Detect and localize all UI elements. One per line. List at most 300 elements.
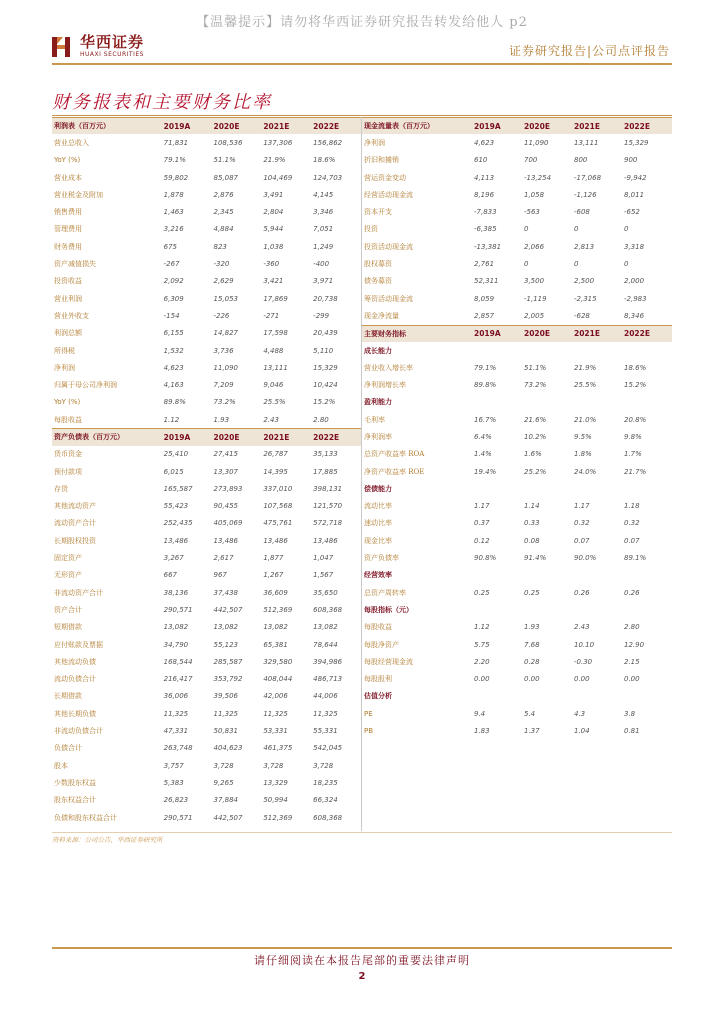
- value-cell: 13,082: [213, 623, 238, 632]
- value-cell: 4,163: [163, 381, 184, 390]
- value-cell: 0.32: [574, 519, 590, 528]
- row-label: 速动比率: [364, 519, 392, 528]
- value-cell: 3,728: [263, 761, 284, 770]
- value-cell: 13,329: [263, 778, 288, 787]
- value-cell: 104,469: [263, 173, 293, 182]
- row-label: 总资产收益率 ROA: [364, 450, 425, 459]
- value-cell: 39,506: [213, 692, 238, 701]
- value-cell: 675: [163, 242, 178, 251]
- value-cell: 26,823: [163, 796, 189, 805]
- row-label: 营业成本: [54, 173, 82, 182]
- value-cell: 37,438: [213, 588, 238, 597]
- value-cell: 20,439: [313, 329, 338, 338]
- value-cell: 10.2%: [524, 432, 547, 441]
- table-row: [362, 515, 672, 532]
- row-label: 资产负债表（百万元）: [54, 432, 124, 442]
- value-cell: 71,831: [163, 138, 189, 147]
- row-label: 成长能力: [364, 345, 392, 355]
- value-cell: 0: [624, 225, 629, 234]
- value-cell: 19.4%: [474, 467, 497, 476]
- year-header-cell: 2021E: [574, 329, 600, 339]
- value-cell: 8,196: [474, 190, 495, 199]
- page-number: 2: [358, 971, 366, 982]
- row-label: 每股收益: [54, 415, 82, 424]
- value-cell: 216,417: [163, 675, 193, 684]
- row-label: 长期股权投资: [54, 536, 96, 545]
- value-cell: 408,044: [263, 675, 293, 684]
- value-cell: 18,235: [313, 778, 338, 787]
- value-cell: 121,570: [313, 502, 343, 511]
- value-cell: 25.5%: [263, 398, 286, 407]
- top-notice: 【温馨提示】请勿将华西证券研究报告转发给他人 p2: [196, 15, 528, 30]
- row-label: 财务费用: [54, 242, 82, 251]
- value-cell: -320: [213, 260, 230, 269]
- table-row: [362, 376, 672, 393]
- value-cell: 17,869: [263, 294, 288, 303]
- table-row: [362, 446, 672, 463]
- value-cell: 0.07: [574, 536, 590, 545]
- value-cell: 3,500: [524, 277, 545, 286]
- value-cell: 3,757: [163, 761, 184, 770]
- value-cell: 13,486: [213, 536, 238, 545]
- table-row: [52, 221, 361, 238]
- value-cell: 273,893: [213, 484, 243, 493]
- table-row: [362, 428, 672, 445]
- table-section-row: [362, 394, 672, 411]
- value-cell: 59,802: [163, 173, 189, 182]
- year-header-cell: 2022E: [313, 121, 340, 131]
- row-label: 资产负债率: [364, 554, 399, 563]
- value-cell: 11,090: [524, 138, 549, 147]
- table-row: [52, 636, 361, 653]
- value-cell: 0: [524, 260, 529, 269]
- value-cell: 37,884: [213, 796, 238, 805]
- value-cell: 3,216: [163, 225, 184, 234]
- value-cell: 50,831: [213, 727, 238, 736]
- table-row: [362, 152, 672, 169]
- table-row: [52, 792, 361, 809]
- value-cell: 9,265: [213, 778, 234, 787]
- left-table: [52, 117, 362, 831]
- row-label: 货币资金: [54, 450, 82, 459]
- year-header-cell: 2022E: [624, 121, 650, 131]
- value-cell: -271: [263, 311, 280, 320]
- row-label: 负债合计: [54, 744, 82, 753]
- value-cell: 1.12: [163, 415, 180, 424]
- value-cell: 78,644: [313, 640, 338, 649]
- value-cell: 13,307: [213, 467, 238, 476]
- value-cell: 2,005: [524, 311, 545, 320]
- row-label: 营业利润: [54, 294, 82, 303]
- table-row: [52, 169, 361, 186]
- table-row: [52, 446, 361, 463]
- footer-disclaimer: 请仔细阅读在本报告尾部的重要法律声明: [254, 954, 470, 967]
- value-cell: 461,375: [263, 744, 293, 753]
- row-label: 资产合计: [54, 605, 82, 614]
- value-cell: -1,126: [574, 190, 597, 199]
- value-cell: 1.17: [474, 502, 490, 511]
- value-cell: 442,507: [213, 605, 243, 614]
- value-cell: 3,728: [313, 761, 334, 770]
- value-cell: 2,761: [474, 260, 495, 269]
- value-cell: 3,318: [624, 242, 645, 251]
- table-row: [52, 549, 361, 566]
- value-cell: 4,488: [263, 346, 284, 355]
- table-section-row: [362, 567, 672, 584]
- table-header-row: [362, 117, 672, 134]
- row-label: 销售费用: [54, 208, 82, 217]
- value-cell: 89.1%: [624, 554, 647, 563]
- value-cell: 15.2%: [313, 398, 336, 407]
- table-row: [52, 705, 361, 722]
- row-label: 净利润: [364, 138, 385, 147]
- value-cell: 15,329: [313, 363, 338, 372]
- table-row: [362, 705, 672, 722]
- value-cell: 24.0%: [574, 467, 597, 476]
- value-cell: 51.1%: [524, 363, 547, 372]
- value-cell: 290,571: [163, 813, 193, 822]
- table-row: [52, 740, 361, 757]
- value-cell: 2,092: [163, 277, 184, 286]
- value-cell: 8,011: [624, 190, 645, 199]
- table-section-row: [362, 688, 672, 705]
- value-cell: 329,580: [263, 657, 293, 666]
- value-cell: 53,331: [263, 727, 288, 736]
- value-cell: 21.0%: [574, 415, 597, 424]
- table-row: [52, 394, 361, 411]
- table-header-row: [52, 117, 361, 134]
- value-cell: 394,986: [313, 657, 343, 666]
- table-row: [52, 238, 361, 255]
- value-cell: 9.5%: [574, 432, 592, 441]
- table-row: [362, 221, 672, 238]
- financial-tables: [52, 117, 672, 831]
- row-label: 营业外收支: [54, 311, 89, 320]
- value-cell: 11,325: [163, 709, 189, 718]
- row-label: 净利润增长率: [364, 381, 406, 390]
- value-cell: 5.75: [474, 640, 490, 649]
- row-label: 股权募资: [364, 260, 392, 269]
- source-divider: [52, 832, 672, 833]
- value-cell: 25,410: [163, 450, 189, 459]
- table-row: [362, 619, 672, 636]
- table-row: [362, 532, 672, 549]
- value-cell: 0.26: [624, 588, 640, 597]
- value-cell: 90.0%: [574, 554, 597, 563]
- value-cell: 165,587: [163, 484, 193, 493]
- value-cell: 4,113: [474, 173, 495, 182]
- table-row: [362, 549, 672, 566]
- value-cell: 6,309: [163, 294, 184, 303]
- table-row: [52, 619, 361, 636]
- value-cell: 1,878: [163, 190, 184, 199]
- value-cell: -17,068: [574, 173, 602, 182]
- value-cell: 13,082: [163, 623, 189, 632]
- value-cell: -7,833: [474, 208, 497, 217]
- row-label: 资产减值损失: [54, 260, 96, 269]
- value-cell: 512,369: [263, 605, 293, 614]
- value-cell: 8,059: [474, 294, 495, 303]
- value-cell: 1,249: [313, 242, 334, 251]
- row-label: 每股指标（元）: [364, 604, 413, 614]
- row-label: YoY (%): [54, 398, 81, 407]
- year-header-cell: 2020E: [213, 432, 240, 442]
- row-label: 其他流动资产: [54, 502, 96, 511]
- value-cell: 55,123: [213, 640, 238, 649]
- row-label: 预付款项: [54, 467, 82, 476]
- value-cell: 10,424: [313, 381, 338, 390]
- value-cell: 34,790: [163, 640, 189, 649]
- value-cell: 11,090: [213, 363, 238, 372]
- value-cell: 13,082: [263, 623, 288, 632]
- table-row: [362, 359, 672, 376]
- value-cell: 108,536: [213, 138, 243, 147]
- table-row: [52, 152, 361, 169]
- value-cell: 3,346: [313, 208, 334, 217]
- value-cell: 91.4%: [524, 554, 547, 563]
- value-cell: 442,507: [213, 813, 243, 822]
- value-cell: 353,792: [213, 675, 243, 684]
- value-cell: 26,787: [263, 450, 288, 459]
- row-label: 现金比率: [364, 536, 392, 545]
- row-label: 营业收入增长率: [364, 363, 413, 372]
- row-label: 投资活动现金流: [364, 242, 413, 251]
- value-cell: 35,650: [313, 588, 338, 597]
- value-cell: 2,857: [474, 311, 495, 320]
- value-cell: 4,623: [163, 363, 184, 372]
- value-cell: 486,713: [313, 675, 343, 684]
- value-cell: 7,209: [213, 381, 234, 390]
- value-cell: 967: [213, 571, 227, 580]
- value-cell: 55,423: [163, 502, 189, 511]
- value-cell: 667: [163, 571, 178, 580]
- value-cell: 2.20: [474, 657, 490, 666]
- table-row: [362, 636, 672, 653]
- table-section-row: [362, 342, 672, 359]
- value-cell: 13,111: [574, 138, 599, 147]
- row-label: 其他长期负债: [54, 709, 96, 718]
- row-label: 管理费用: [54, 225, 82, 234]
- value-cell: -608: [574, 208, 590, 217]
- table-row: [362, 134, 672, 151]
- table-row: [52, 359, 361, 376]
- row-label: 主要财务指标: [364, 328, 406, 338]
- value-cell: 1.14: [524, 502, 540, 511]
- value-cell: 0.00: [524, 675, 540, 684]
- row-label: 资本开支: [364, 208, 392, 217]
- value-cell: 5,944: [263, 225, 284, 234]
- value-cell: 11,325: [213, 709, 238, 718]
- row-label: 投资收益: [54, 277, 82, 286]
- table-row: [52, 325, 361, 342]
- value-cell: 27,415: [213, 450, 238, 459]
- footer-divider: [52, 947, 672, 949]
- row-label: 经营效率: [364, 570, 392, 580]
- value-cell: 0.08: [524, 536, 540, 545]
- value-cell: 2,345: [213, 208, 234, 217]
- value-cell: 0.07: [624, 536, 640, 545]
- value-cell: 475,761: [263, 519, 293, 528]
- value-cell: 1.17: [574, 502, 590, 511]
- value-cell: 156,862: [313, 138, 343, 147]
- table-row: [362, 169, 672, 186]
- value-cell: 21.7%: [624, 467, 647, 476]
- value-cell: 252,435: [163, 519, 193, 528]
- value-cell: 50,994: [263, 796, 288, 805]
- year-header-cell: 2019A: [163, 432, 191, 442]
- value-cell: 15,053: [213, 294, 238, 303]
- value-cell: 21.6%: [524, 415, 547, 424]
- year-header-cell: 2021E: [263, 432, 290, 442]
- table-row: [52, 774, 361, 791]
- value-cell: 398,131: [313, 484, 343, 493]
- value-cell: 2.43: [574, 623, 590, 632]
- value-cell: 73.2%: [524, 381, 547, 390]
- table-row: [362, 671, 672, 688]
- value-cell: -6,385: [474, 225, 497, 234]
- value-cell: -0.30: [574, 657, 593, 666]
- table-row: [362, 722, 672, 739]
- table-row: [52, 498, 361, 515]
- row-label: 营运资金变动: [364, 173, 406, 182]
- value-cell: 79.1%: [474, 363, 497, 372]
- value-cell: 4.3: [574, 709, 586, 718]
- value-cell: 1,532: [163, 346, 184, 355]
- row-label: 股东权益合计: [54, 796, 96, 805]
- header-divider: [52, 63, 672, 65]
- value-cell: 20,738: [313, 294, 338, 303]
- table-header-row: [362, 325, 672, 342]
- value-cell: 65,381: [263, 640, 288, 649]
- table-row: [362, 238, 672, 255]
- value-cell: 572,718: [313, 519, 343, 528]
- table-row: [52, 809, 361, 826]
- value-cell: 51.1%: [213, 156, 236, 165]
- table-row: [362, 498, 672, 515]
- row-label: 盈利能力: [364, 397, 392, 407]
- row-label: 归属于母公司净利润: [54, 381, 117, 390]
- brand-name-cn: 华西证券: [80, 33, 145, 51]
- value-cell: 36,609: [263, 588, 288, 597]
- value-cell: 2.15: [624, 657, 640, 666]
- value-cell: 608,368: [313, 813, 343, 822]
- value-cell: 21.9%: [263, 156, 286, 165]
- value-cell: 3,728: [213, 761, 234, 770]
- value-cell: 5.4: [524, 709, 536, 718]
- table-row: [52, 376, 361, 393]
- row-label: PE: [364, 709, 373, 718]
- table-section-row: [362, 480, 672, 497]
- value-cell: 2,804: [263, 208, 284, 217]
- row-label: 每股净资产: [364, 640, 399, 649]
- value-cell: 14,827: [213, 329, 238, 338]
- value-cell: 20.8%: [624, 415, 647, 424]
- value-cell: 15,329: [624, 138, 649, 147]
- row-label: 流动资产合计: [54, 519, 96, 528]
- row-label: 流动比率: [364, 502, 392, 511]
- table-row: [362, 290, 672, 307]
- table-row: [52, 203, 361, 220]
- value-cell: 0.28: [524, 657, 540, 666]
- value-cell: 79.1%: [163, 156, 186, 165]
- value-cell: 0.00: [474, 675, 490, 684]
- value-cell: 4,623: [474, 138, 495, 147]
- value-cell: 900: [624, 156, 638, 165]
- value-cell: 21.9%: [574, 363, 597, 372]
- value-cell: 14,395: [263, 467, 288, 476]
- value-cell: 1,267: [263, 571, 284, 580]
- row-label: 每股经营现金流: [364, 657, 413, 666]
- value-cell: 2.80: [624, 623, 640, 632]
- row-label: 存货: [54, 484, 68, 493]
- value-cell: 90,455: [213, 502, 238, 511]
- value-cell: 800: [574, 156, 588, 165]
- value-cell: 17,598: [263, 329, 288, 338]
- value-cell: 404,623: [213, 744, 243, 753]
- row-label: 每股股利: [364, 675, 392, 684]
- value-cell: 11,325: [313, 709, 338, 718]
- value-cell: 35,133: [313, 450, 338, 459]
- value-cell: 36,006: [163, 692, 189, 701]
- value-cell: 512,369: [263, 813, 293, 822]
- row-label: 营业税金及附加: [54, 190, 103, 199]
- value-cell: -154: [163, 311, 180, 320]
- value-cell: 0.37: [474, 519, 490, 528]
- year-header-cell: 2022E: [313, 432, 340, 442]
- row-label: 少数股东权益: [54, 778, 96, 787]
- value-cell: 337,010: [263, 484, 293, 493]
- value-cell: 1.6%: [524, 450, 542, 459]
- value-cell: 9,046: [263, 381, 284, 390]
- value-cell: 0.00: [624, 675, 640, 684]
- value-cell: 0.25: [524, 588, 540, 597]
- value-cell: -299: [313, 311, 330, 320]
- value-cell: 52,311: [474, 277, 499, 286]
- value-cell: 6.4%: [474, 432, 492, 441]
- value-cell: 542,045: [313, 744, 343, 753]
- table-row: [362, 411, 672, 428]
- row-label: 非流动负债合计: [54, 727, 103, 736]
- table-row: [362, 203, 672, 220]
- table-row: [362, 653, 672, 670]
- value-cell: 700: [524, 156, 538, 165]
- value-cell: 1.7%: [624, 450, 642, 459]
- value-cell: 2,813: [574, 242, 595, 251]
- value-cell: 1.8%: [574, 450, 592, 459]
- value-cell: -652: [624, 208, 640, 217]
- logo-icon: [52, 35, 74, 59]
- row-label: 长期借款: [54, 692, 82, 701]
- title-divider: [52, 115, 672, 116]
- value-cell: -13,381: [474, 242, 502, 251]
- value-cell: 42,006: [263, 692, 288, 701]
- table-row: [52, 342, 361, 359]
- table-section-row: [362, 601, 672, 618]
- row-label: PB: [364, 727, 374, 736]
- value-cell: 25.5%: [574, 381, 597, 390]
- value-cell: 18.6%: [624, 363, 647, 372]
- value-cell: 0.33: [524, 519, 540, 528]
- value-cell: 2.80: [313, 415, 329, 424]
- value-cell: 1.83: [474, 727, 490, 736]
- row-label: 利润表（百万元）: [54, 121, 110, 131]
- brand-logo: [52, 34, 144, 59]
- year-header-cell: 2019A: [474, 329, 501, 339]
- value-cell: 2,000: [624, 277, 645, 286]
- table-row: [52, 688, 361, 705]
- value-cell: -13,254: [524, 173, 552, 182]
- row-label: 净资产收益率 ROE: [364, 467, 425, 476]
